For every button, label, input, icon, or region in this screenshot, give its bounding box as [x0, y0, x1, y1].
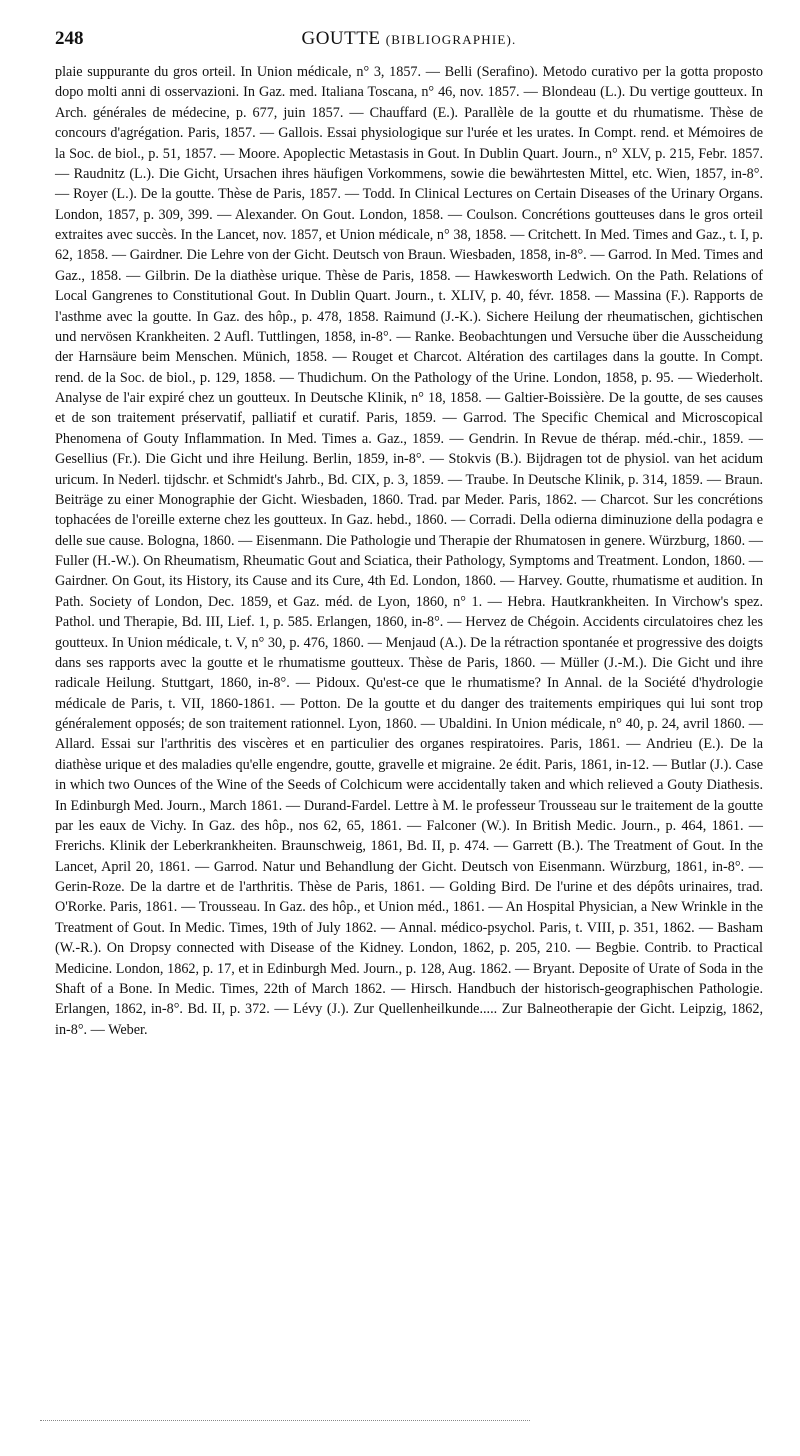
running-head — [55, 28, 763, 50]
page-header — [55, 22, 763, 62]
running-subtitle: (BIBLIOGRAPHIE). — [385, 32, 517, 47]
running-title: GOUTTE — [301, 28, 381, 49]
bibliography-text: plaie suppurante du gros orteil. In Union médicale, n° 3, 1857. — Belli (Serafino). Metodo curativo per la gotta proposto dopo molti anni di osservazioni. In Gaz. med. Italiana Toscana, n° 46, nov. 1857. — Blondeau (L.). Du vertige goutteux. In Arch. générales de médecine, p. 677, juin 1857. — Chauffard (E.). Parallèle de la goutte et du rhumatisme. Thèse de concours d'agrégation. Paris, 1857. — Gallois. Essai physiologique sur l'urée et les urates. In Compt. rend. et Mémoires de la Soc. de biol., p. 51, 1857. — Moore. Apoplectic Metastasis in Gout. In Dublin Quart. Journ., n° XLV, p. 215, Febr. 1857. — Raudnitz (L.). Die Gicht, Ursachen ihres häufigen Vorkommens, sowie die bewährtesten Mittel, etc. Wien, 1857, in-8°. — Royer (L.). De la goutte. Thèse de Paris, 1857. — Todd. In Clinical Lectures on Certain Diseases of the Urinary Organs. London, 1857, p. 309, 399. — Alexander. On Gout. London, 1858. — Coulson. Concrétions goutteuses dans le gros orteil extraites avec succès. In the Lancet, nov. 1857, et Union médicale, n° 38, 1858. — Critchett. In Med. Times and Gaz., t. I, p. 62, 1858. — Gairdner. Die Lehre von der Gicht. Deutsch von Braun. Wiesbaden, 1858, in-8°. — Garrod. In Med. Times and Gaz., 1858. — Gilbrin. De la diathèse urique. Thèse de Paris, 1858. — Hawkesworth Ledwich. On the Path. Relations of Local Gangrenes to Constitutional Gout. In Dublin Quart. Journ., t. XLIV, p. 40, févr. 1858. — Massina (F.). Rapports de l'asthme avec la goutte. In Gaz. des hôp., p. 478, 1858. Raimund (J.-K.). Sichere Heilung der rheumatischen, gichtischen und nervösen Krankheiten. 2 Aufl. Tuttlingen, 1858, in-8°. — Ranke. Beobachtungen und Versuche über die Ausscheidung der Harnsäure beim Menschen. Münich, 1858. — Rouget et Charcot. Altération des cartilages dans la goutte. In Compt. rend. de la Soc. de biol., p. 129, 1858. — Thudichum. On the Pathology of the Urine. London, 1858, p. 95. — Wiederholt. Analyse de l'air expiré chez un goutteux. In Deutsche Klinik, n° 18, 1858. — Galtier-Boissière. De la goutte, de ses causes et de son traitement préservatif, palliatif et curatif. Paris, 1859. — Garrod. The Specific Chemical and Microscopical Phenomena of Gouty Inflammation. In Med. Times a. Gaz., 1859. — Gendrin. In Revue de thérap. méd.-chir., 1859. — Gesellius (Fr.). Die Gicht und ihre Heilung. Berlin, 1859, in-8°. — Stokvis (B.). Bijdragen tot de physiol. van het acidum uricum. In Nederl. tijdschr. et Schmidt's Jahrb., Bd. CIX, p. 3, 1859. — Traube. In Deutsche Klinik, p. 314, 1859. — Braun. Beiträge zu einer Monographie der Gicht. Wiesbaden, 1860. Trad. par Meder. Paris, 1862. — Charcot. Sur les concrétions tophacées de l'oreille externe chez les goutteux. In Gaz. hebd., 1860. — Corradi. Della odierna diminuzione della podagra e delle sue cause. Bologna, 1860. — Eisenmann. Die Pathologie und Therapie der Rhumatosen in genere. Würzburg, 1860. — Fuller (H.-W.). On Rheumatism, Rheumatic Gout and Sciatica, their Pathology, Symptoms and Treatment. London, 1860. — Gairdner. On Gout, its History, its Cause and its Cure, 4th Ed. London, 1860. — Harvey. Goutte, rhumatisme et audition. In Path. Society of London, Dec. 1859, et Gaz. méd. de Lyon, 1860, n° 1. — Hebra. Hautkrankheiten. In Virchow's spez. Pathol. und Therapie, Bd. III, Lief. 1, p. 585. Erlangen, 1860, in-8°. — Hervez de Chégoin. Accidents circulatoires chez les goutteux. In Union médicale, t. V, n° 30, p. 476, 1860. — Menjaud (A.). De la rétraction spontanée et progressive des doigts dans ses rapports avec la goutte et le rhumatisme goutteux. Thèse de Paris, 1860. — Müller (J.-M.). Die Gicht und ihre radicale Heilung. Stuttgart, 1860, in-8°. — Pidoux. Qu'est-ce que le rhumatisme? In Annal. de la Société d'hydrologie médicale de Paris, t. VII, 1860-1861. — Potton. De la goutte et du danger des traitements empiriques qui lui sont trop généralement opposés; de son traitement rationnel. Lyon, 1860. — Ubaldini. In Union médicale, n° 40, p. 24, avril 1860. — Allard. Essai sur l'arthritis des viscères et en particulier des organes respiratoires. Paris, 1861. — Andrieu (E.). De la diathèse urique et des maladies qu'elle engendre, goutte, gravelle et migraine. 2e édit. Paris, 1861, in-12. — Butlar (J.). Case in which two Ounces of the Wine of the Seeds of Colchicum were accidentally taken and which relieved a Gouty Diathesis. In Edinburgh Med. Journ., March 1861. — Durand-Fardel. Lettre à M. le professeur Trousseau sur le traitement de la goutte par les eaux de Vichy. In Gaz. des hôp., nos 62, 65, 1861. — Falconer (W.). In British Medic. Journ., p. 464, 1861. — Frerichs. Klinik der Leberkrankheiten. Braunschweig, 1861, Bd. II, p. 474. — Garrett (B.). The Treatment of Gout. In the Lancet, April 20, 1861. — Garrod. Natur und Behandlung der Gicht. Deutsch von Eisenmann. Würzburg, 1861, in-8°. — Gerin-Roze. De la dartre et de l'arthritis. Thèse de Paris, 1861. — Golding Bird. De l'urine et des dépôts urinaires, trad. O'Rorke. Paris, 1861. — Trousseau. In Gaz. des hôp., et Union méd., 1861. — An Hospital Physician, a New Wrinkle in the Treatment of Gout. In Medic. Times, 19th of July 1862. — Annal. médico-psychol. Paris, t. VIII, p. 351, 1862. — Basham (W.-R.). On Dropsy connected with Disease of the Kidney. London, 1862, p. 205, 210. — Begbie. Contrib. to Practical Medicine. London, 1862, p. 17, et in Edinburgh Med. Journ., p. 128, Aug. 1862. — Bryant. Deposite of Urate of Soda in the Shaft of a Bone. In Medic. Times, 22th of March 1862. — Hirsch. Handbuch der historisch-geographischen Pathologie. Erlangen, 1862, in-8°. Bd. II, p. 372. — Lévy (J.). Zur Quellenheilkunde..... Zur Balneotherapie der Gicht. Leipzig, 1862, in-8°. — Weber. — [55, 64, 763, 1038]
page-number: 248 — [55, 28, 84, 49]
footer-rule — [40, 1420, 530, 1421]
